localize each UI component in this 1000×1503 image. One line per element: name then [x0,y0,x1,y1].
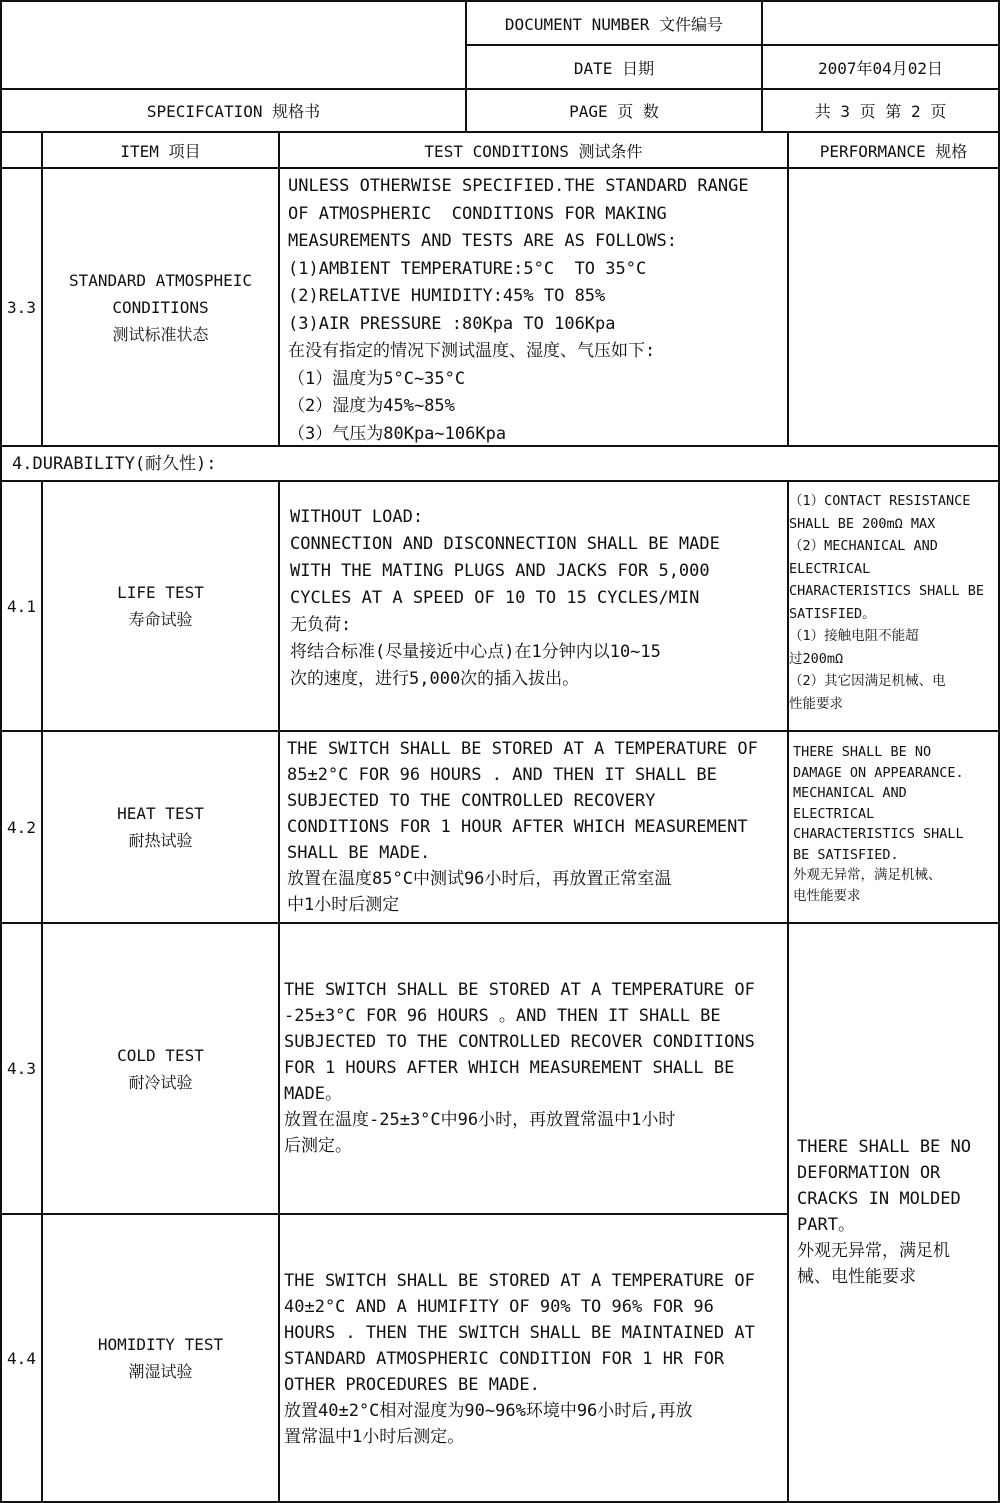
durability-section-header [0,445,1000,482]
row-4-2-performance-cell [787,730,1000,924]
row-3-3-performance [787,167,1000,447]
row-4-1-item: LIFE TEST 寿命试验 [41,480,280,732]
row-3-3-item: STANDARD ATMOSPHEIC CONDITIONS 测试标准状态 [41,167,280,447]
row-3-3-number: 3.3 [0,167,43,447]
row-4-2-conditions-cell [278,730,789,924]
row-4-1-performance-cell [787,480,1000,732]
page-label: PAGE 页 数 [465,88,763,133]
row-4-3-conditions: THE SWITCH SHALL BE STORED AT A TEMPERATURE OF -25±3°C FOR 96 HOURS 。AND THEN IT SHALL BE SUBJECTED TO THE CONTROLLED RECOVER CONDITIONS FOR 1 HOURS AFTER WHICH MEASUREMENT SHALL BE MADE。 放置在温度-25±3°C中96小时，再放置常温中1小时 后测定。 [284,980,755,1156]
row-3-3-conditions-cell [278,167,789,447]
row-4-4-number: 4.4 [0,1213,43,1503]
doc-number-value [761,0,1000,46]
header-blank-cell [0,0,467,90]
row-4-2-item: HEAT TEST 耐热试验 [41,730,280,924]
date-value: 2007年04月02日 [761,44,1000,90]
row-4-4-item: HOMIDITY TEST 潮湿试验 [41,1213,280,1503]
row-3-3-conditions: UNLESS OTHERWISE SPECIFIED.THE STANDARD RANGE OF ATMOSPHERIC CONDITIONS FOR MAKING MEASUREMENTS AND TESTS ARE AS FOLLOWS: (1)AMBIENT TEMPERATURE:5°C TO 35°C (2)RELATIVE HUMIDITY:45% TO 85% (3)AIR PRESSURE :80Kpa TO 106Kpa 在没有指定的情况下测试温度、湿度、气压如下: （1）温度为5°C~35°C （2）湿度为45%~85% （3）气压为80Kpa~106Kpa [288,176,749,444]
row-4-4-conditions-cell [278,1213,789,1503]
row-4-1-performance: （1）CONTACT RESISTANCE SHALL BE 200mΩ MAX （2）MECHANICAL AND ELECTRICAL CHARACTERISTICS SHALL BE SATISFIED。 （1）接触电阻不能超 过200mΩ （2）其它因满足机械、电 性能要求 [789,493,985,712]
row-4-3-conditions-cell [278,922,789,1215]
col-number-header [0,131,43,169]
row-4-3-4-4-performance: THERE SHALL BE NO DEFORMATION OR CRACKS IN MOLDED PART。 外观无异常，满足机 械、电性能要求 [797,1137,971,1287]
row-4-4-conditions: THE SWITCH SHALL BE STORED AT A TEMPERATURE OF 40±2°C AND A HUMIFITY OF 90% TO 96% FOR 96 HOURS . THEN THE SWITCH SHALL BE MAINTAINED AT STANDARD ATMOSPHERIC CONDITION FOR 1 HR FOR OTHER PROCEDURES BE MADE. 放置40±2°C相对湿度为90~96%环境中96小时后,再放 置常温中1小时后测定。 [284,1271,755,1447]
row-4-1-conditions-cell [278,480,789,732]
col-performance-header: PERFORMANCE 规格 [787,131,1000,169]
row-4-2-performance: THERE SHALL BE NO DAMAGE ON APPEARANCE. MECHANICAL AND ELECTRICAL CHARACTERISTICS SHALL BE SATISFIED. 外观无异常，满足机械、 电性能要求 [793,744,964,904]
page-value: 共 3 页 第 2 页 [761,88,1000,133]
row-4-1-number: 4.1 [0,480,43,732]
row-4-1-conditions: WITHOUT LOAD: CONNECTION AND DISCONNECTION SHALL BE MADE WITH THE MATING PLUGS AND JACKS FOR 5,000 CYCLES AT A SPEED OF 10 TO 15 CYCLES/MIN 无负荷: 将结合标准(尽量接近中心点)在1分钟内以10~15 次的速度，进行5,000次的插入拔出。 [290,507,720,689]
row-4-3-number: 4.3 [0,922,43,1215]
col-conditions-header: TEST CONDITIONS 测试条件 [278,131,789,169]
date-label: DATE 日期 [465,44,763,90]
col-item-header: ITEM 项目 [41,131,280,169]
row-4-2-number: 4.2 [0,730,43,924]
durability-label: 4.DURABILITY(耐久性): [12,454,217,474]
row-4-2-conditions: THE SWITCH SHALL BE STORED AT A TEMPERATURE OF 85±2°C FOR 96 HOURS . AND THEN IT SHALL BE SUBJECTED TO THE CONTROLLED RECOVERY CONDITIONS FOR 1 HOUR AFTER WHICH MEASUREMENT SHALL BE MADE. 放置在温度85°C中测试96小时后，再放置正常室温 中1小时后测定 [287,739,758,915]
row-4-3-item: COLD TEST 耐冷试验 [41,922,280,1215]
doc-number-label: DOCUMENT NUMBER 文件编号 [465,0,763,46]
spec-title: SPECIFCATION 规格书 [0,88,467,133]
row-4-3-4-4-performance-cell [787,922,1000,1503]
